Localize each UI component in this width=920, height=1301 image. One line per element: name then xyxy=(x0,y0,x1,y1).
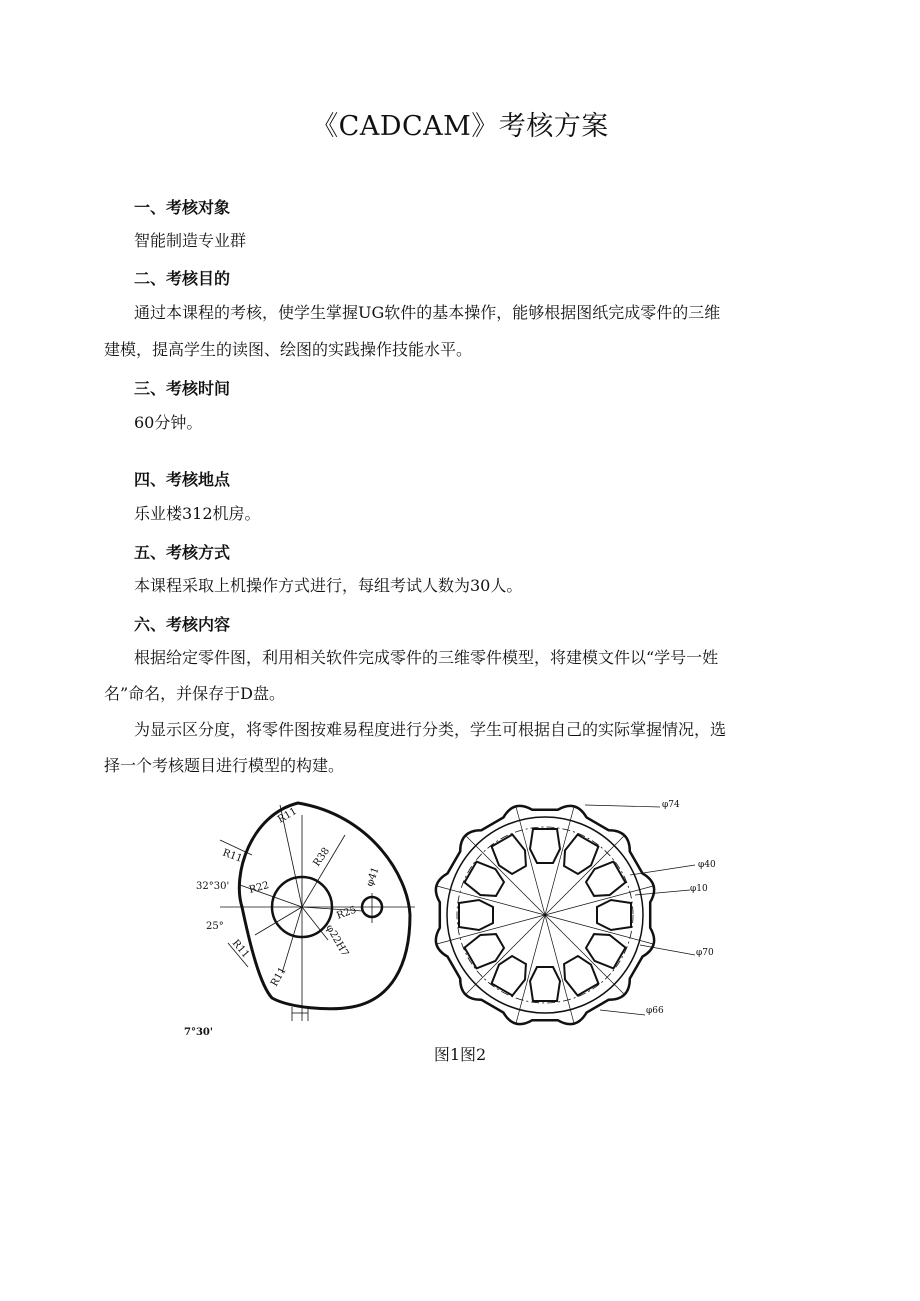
wheel-pocket xyxy=(530,967,560,1001)
fig2-label-phi40: φ40 xyxy=(698,860,716,870)
section-text-6-p1-line1: 根据给定零件图，利用相关软件完成零件的三维零件模型，将建模文件以“学号一姓 xyxy=(134,648,719,667)
part-drawings-figure xyxy=(180,795,740,1035)
section-text-6-p1-line2: 名”命名，并保存于D盘。 xyxy=(104,684,286,703)
section-text-1: 智能制造专业群 xyxy=(134,231,247,250)
fig1-label-r25: R25 xyxy=(335,904,359,922)
section-text-2-line1: 通过本课程的考核，使学生掌握UG软件的基本操作，能够根据图纸完成零件的三维 xyxy=(134,303,721,322)
wheel-radial-line xyxy=(545,915,624,994)
fig2-label-phi74: φ74 xyxy=(662,800,680,810)
wheel-radial-line xyxy=(545,836,624,915)
document-title: 《CADCAM》考核方案 xyxy=(311,111,609,142)
wheel-radial-line xyxy=(516,915,545,1023)
wheel-radial-line xyxy=(545,915,653,944)
wheel-pocket xyxy=(530,829,560,863)
wheel-radial-line xyxy=(466,836,545,915)
section-text-6-p2-line1: 为显示区分度，将零件图按难易程度进行分类，学生可根据自己的实际掌握情况，选 xyxy=(134,720,727,739)
fig1-label-r22: R22 xyxy=(247,880,271,896)
section-text-3: 60分钟。 xyxy=(134,413,203,432)
fig1-label-r11-bottom: R11 xyxy=(269,965,289,989)
wheel-radial-line xyxy=(545,915,574,1023)
fig2-label-phi70: φ70 xyxy=(696,948,714,958)
wheel-leader-line xyxy=(635,890,690,895)
fig1-label-r38: R38 xyxy=(311,845,333,869)
wheel-radial-line xyxy=(545,886,653,915)
section-text-5: 本课程采取上机操作方式进行，每组考试人数为30人。 xyxy=(134,576,523,595)
section-heading-2: 二、考核目的 xyxy=(134,269,231,288)
wheel-radial-line xyxy=(545,807,574,915)
fig1-label-angle-25: 25° xyxy=(206,921,224,932)
wheel-radial-line xyxy=(437,886,545,915)
figure-2-drawing xyxy=(436,805,695,1024)
fig1-label-phi22h7: φ22H7 xyxy=(323,923,351,959)
section-heading-5: 五、考核方式 xyxy=(134,543,231,562)
fig1-label-r11-bottom-left: R11 xyxy=(229,937,252,961)
fig1-label-r11-top: R11 xyxy=(276,805,300,826)
fig2-label-phi66: φ66 xyxy=(646,1006,664,1016)
section-heading-3: 三、考核时间 xyxy=(134,379,231,398)
section-heading-1: 一、考核对象 xyxy=(134,198,231,217)
wheel-pocket xyxy=(597,900,631,930)
section-text-4: 乐业楼312机房。 xyxy=(134,504,261,523)
section-text-6-p2-line2: 择一个考核题目进行模型的构建。 xyxy=(104,756,345,775)
section-heading-6: 六、考核内容 xyxy=(134,615,231,634)
fig1-label-angle-32: 32°30' xyxy=(196,881,230,892)
wheel-leader-line xyxy=(585,805,660,807)
figure-1-drawing xyxy=(220,803,415,1021)
wheel-radial-line xyxy=(437,915,545,944)
figure-caption: 图1图2 xyxy=(433,1045,487,1064)
section-heading-4: 四、考核地点 xyxy=(134,470,231,489)
fig1-label-angle-7: 7°30' xyxy=(184,1027,213,1035)
wheel-radial-line xyxy=(466,915,545,994)
section-text-2-line2: 建模，提高学生的读图、绘图的实践操作技能水平。 xyxy=(104,340,473,359)
fig1-label-phi41: φ41 xyxy=(364,865,382,889)
wheel-pocket xyxy=(459,900,493,930)
wheel-radial-line xyxy=(516,807,545,915)
wheel-leader-line xyxy=(600,1010,645,1015)
fig2-label-phi10: φ10 xyxy=(690,884,708,894)
fig1-label-r11-left: R11 xyxy=(220,847,244,865)
